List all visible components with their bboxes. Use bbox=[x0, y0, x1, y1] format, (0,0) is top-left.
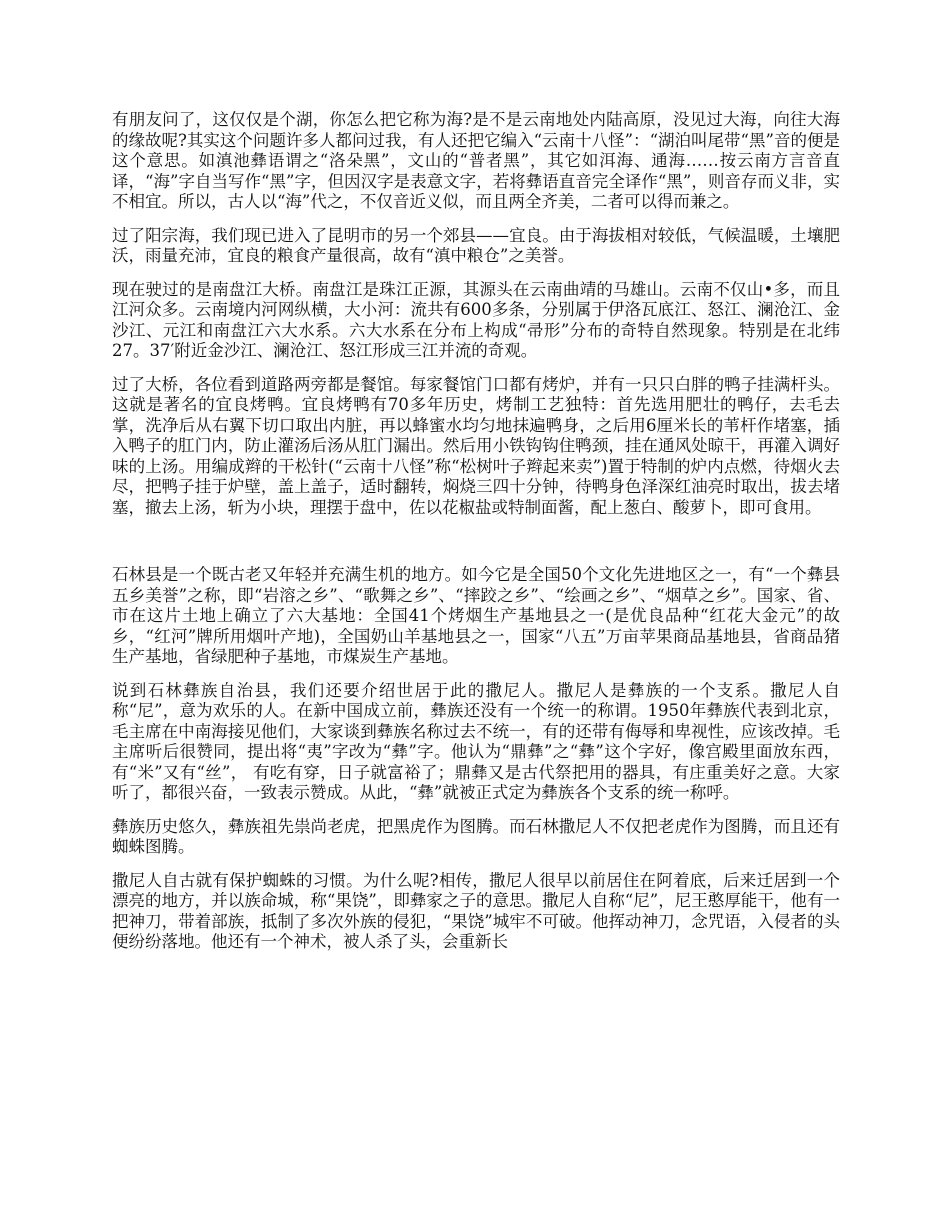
paragraph-yiliang: 过了阳宗海，我们现已进入了昆明市的另一个郊县——宜良。由于海拔相对较低，气候温暖，土壤肥沃，雨量充沛，宜良的粮食产量很高，故有“滇中粮仓”之美誉。 bbox=[112, 225, 840, 265]
paragraph-shilin-county: 石林县是一个既古老又年轻并充满生机的地方。如今它是全国50个文化先进地区之一，有“一个彝县五乡美誉”之称，即“岩溶之乡”、“歌舞之乡”、“摔跤之乡”、“绘画之乡”、“烟草之乡”。国家、省、市在这片土地上确立了六大基地：全国41个烤烟生产基地县之一(是优良品种“红花大金元”的故乡，“红河”牌所用烟叶产地)，全国奶山羊基地县之一，国家“八五”万亩苹果商品基地县，省商品猪生产基地，省绿肥种子基地，市煤炭生产基地。 bbox=[112, 565, 840, 666]
paragraph-lake-name: 有朋友问了，这仅仅是个湖，你怎么把它称为海?是不是云南地处内陆高原，没见过大海，向往大海的缘故呢?其实这个问题许多人都问过我，有人还把它编入“云南十八怪”：“湖泊叫尾带“黑”音的便是这个意思。如滇池彝语谓之“洛朵黑”，文山的“普者黑”，其它如洱海、通海……按云南方言音直译，“海”字自当写作“黑”字，但因汉字是表意文字，若将彝语直音完全译作“黑”，则音存而义非，实不相宜。所以，古人以“海”代之，不仅音近义似，而且两全齐美，二者可以得而兼之。 bbox=[112, 110, 840, 211]
paragraph-spider-legend: 撒尼人自古就有保护蜘蛛的习惯。为什么呢?相传，撒尼人很早以前居住在阿着底，后来迁居到一个漂亮的地方，并以族命城，称“果饶”，即彝家之子的意思。撒尼人自称“尼”，尼王憨厚能干，他有一把神刀，带着部族，抵制了多次外族的侵犯，“果饶”城牢不可破。他挥动神刀，念咒语，入侵者的头便纷纷落地。他还有一个神术，被人杀了头，会重新长 bbox=[112, 870, 840, 951]
paragraph-nanpan-river: 现在驶过的是南盘江大桥。南盘江是珠江正源，其源头在云南曲靖的马雄山。云南不仅山•多，而且江河众多。云南境内河网纵横，大小河：流共有600多条，分别属于伊洛瓦底江、怒江、澜沧江、金沙江、元江和南盘江六大水系。六大水系在分布上构成“帚形”分布的奇特自然现象。特别是在北纬27。37′附近金沙江、澜沧江、怒江形成三江并流的奇观。 bbox=[112, 279, 840, 360]
paragraph-roast-duck: 过了大桥，各位看到道路两旁都是餐馆。每家餐馆门口都有烤炉，并有一只只白胖的鸭子挂满杆头。这就是著名的宜良烤鸭。宜良烤鸭有70多年历史，烤制工艺独特：首先选用肥壮的鸭仔，去毛去掌，洗净后从右翼下切口取出内脏，再以蜂蜜水均匀地抹遍鸭身，之后用6厘米长的苇杆作堵塞，插入鸭子的肛门内，防止灌汤后汤从肛门漏出。然后用小铁钩钩住鸭颈，挂在通风处晾干，再灌入调好味的上汤。用编成辫的干松针(“云南十八怪”称“松树叶子辫起来卖”)置于特制的炉内点燃，待烟火去尽，把鸭子挂于炉壁，盖上盖子，适时翻转，焖烧三四十分钟，待鸭身色泽深红油亮时取出，拔去堵塞，撤去上汤，斩为小块，理摆于盘中，佐以花椒盐或特制面酱，配上葱白、酸萝卜，即可食用。 bbox=[112, 374, 840, 517]
paragraph-yi-totem: 彝族历史悠久，彝族祖先祟尚老虎，把黑虎作为图腾。而石林撒尼人不仅把老虎作为图腾，而且还有蜘蛛图腾。 bbox=[112, 816, 840, 856]
section-gap bbox=[112, 531, 840, 565]
paragraph-sani-people: 说到石林彝族自治县，我们还要介绍世居于此的撒尼人。撒尼人是彝族的一个支系。撒尼人自称“尼”，意为欢乐的人。在新中国成立前，彝族还没有一个统一的称谓。1950年彝族代表到北京，毛主席在中南海接见他们，大家谈到彝族名称过去不统一，有的还带有侮辱和卑视性，应该改掉。毛主席听后很赞同，提出将“夷”字改为“彝”字。他认为“鼎彝”之“彝”这个字好，像宫殿里面放东西，有“米”又有“丝”， 有吃有穿，日子就富裕了；鼎彝又是古代祭把用的器具，有庄重美好之意。大家听了，都很兴奋，一致表示赞成。从此，“彝”就被正式定为彝族各个支系的统一称呼。 bbox=[112, 680, 840, 802]
document-page bbox=[112, 110, 840, 966]
